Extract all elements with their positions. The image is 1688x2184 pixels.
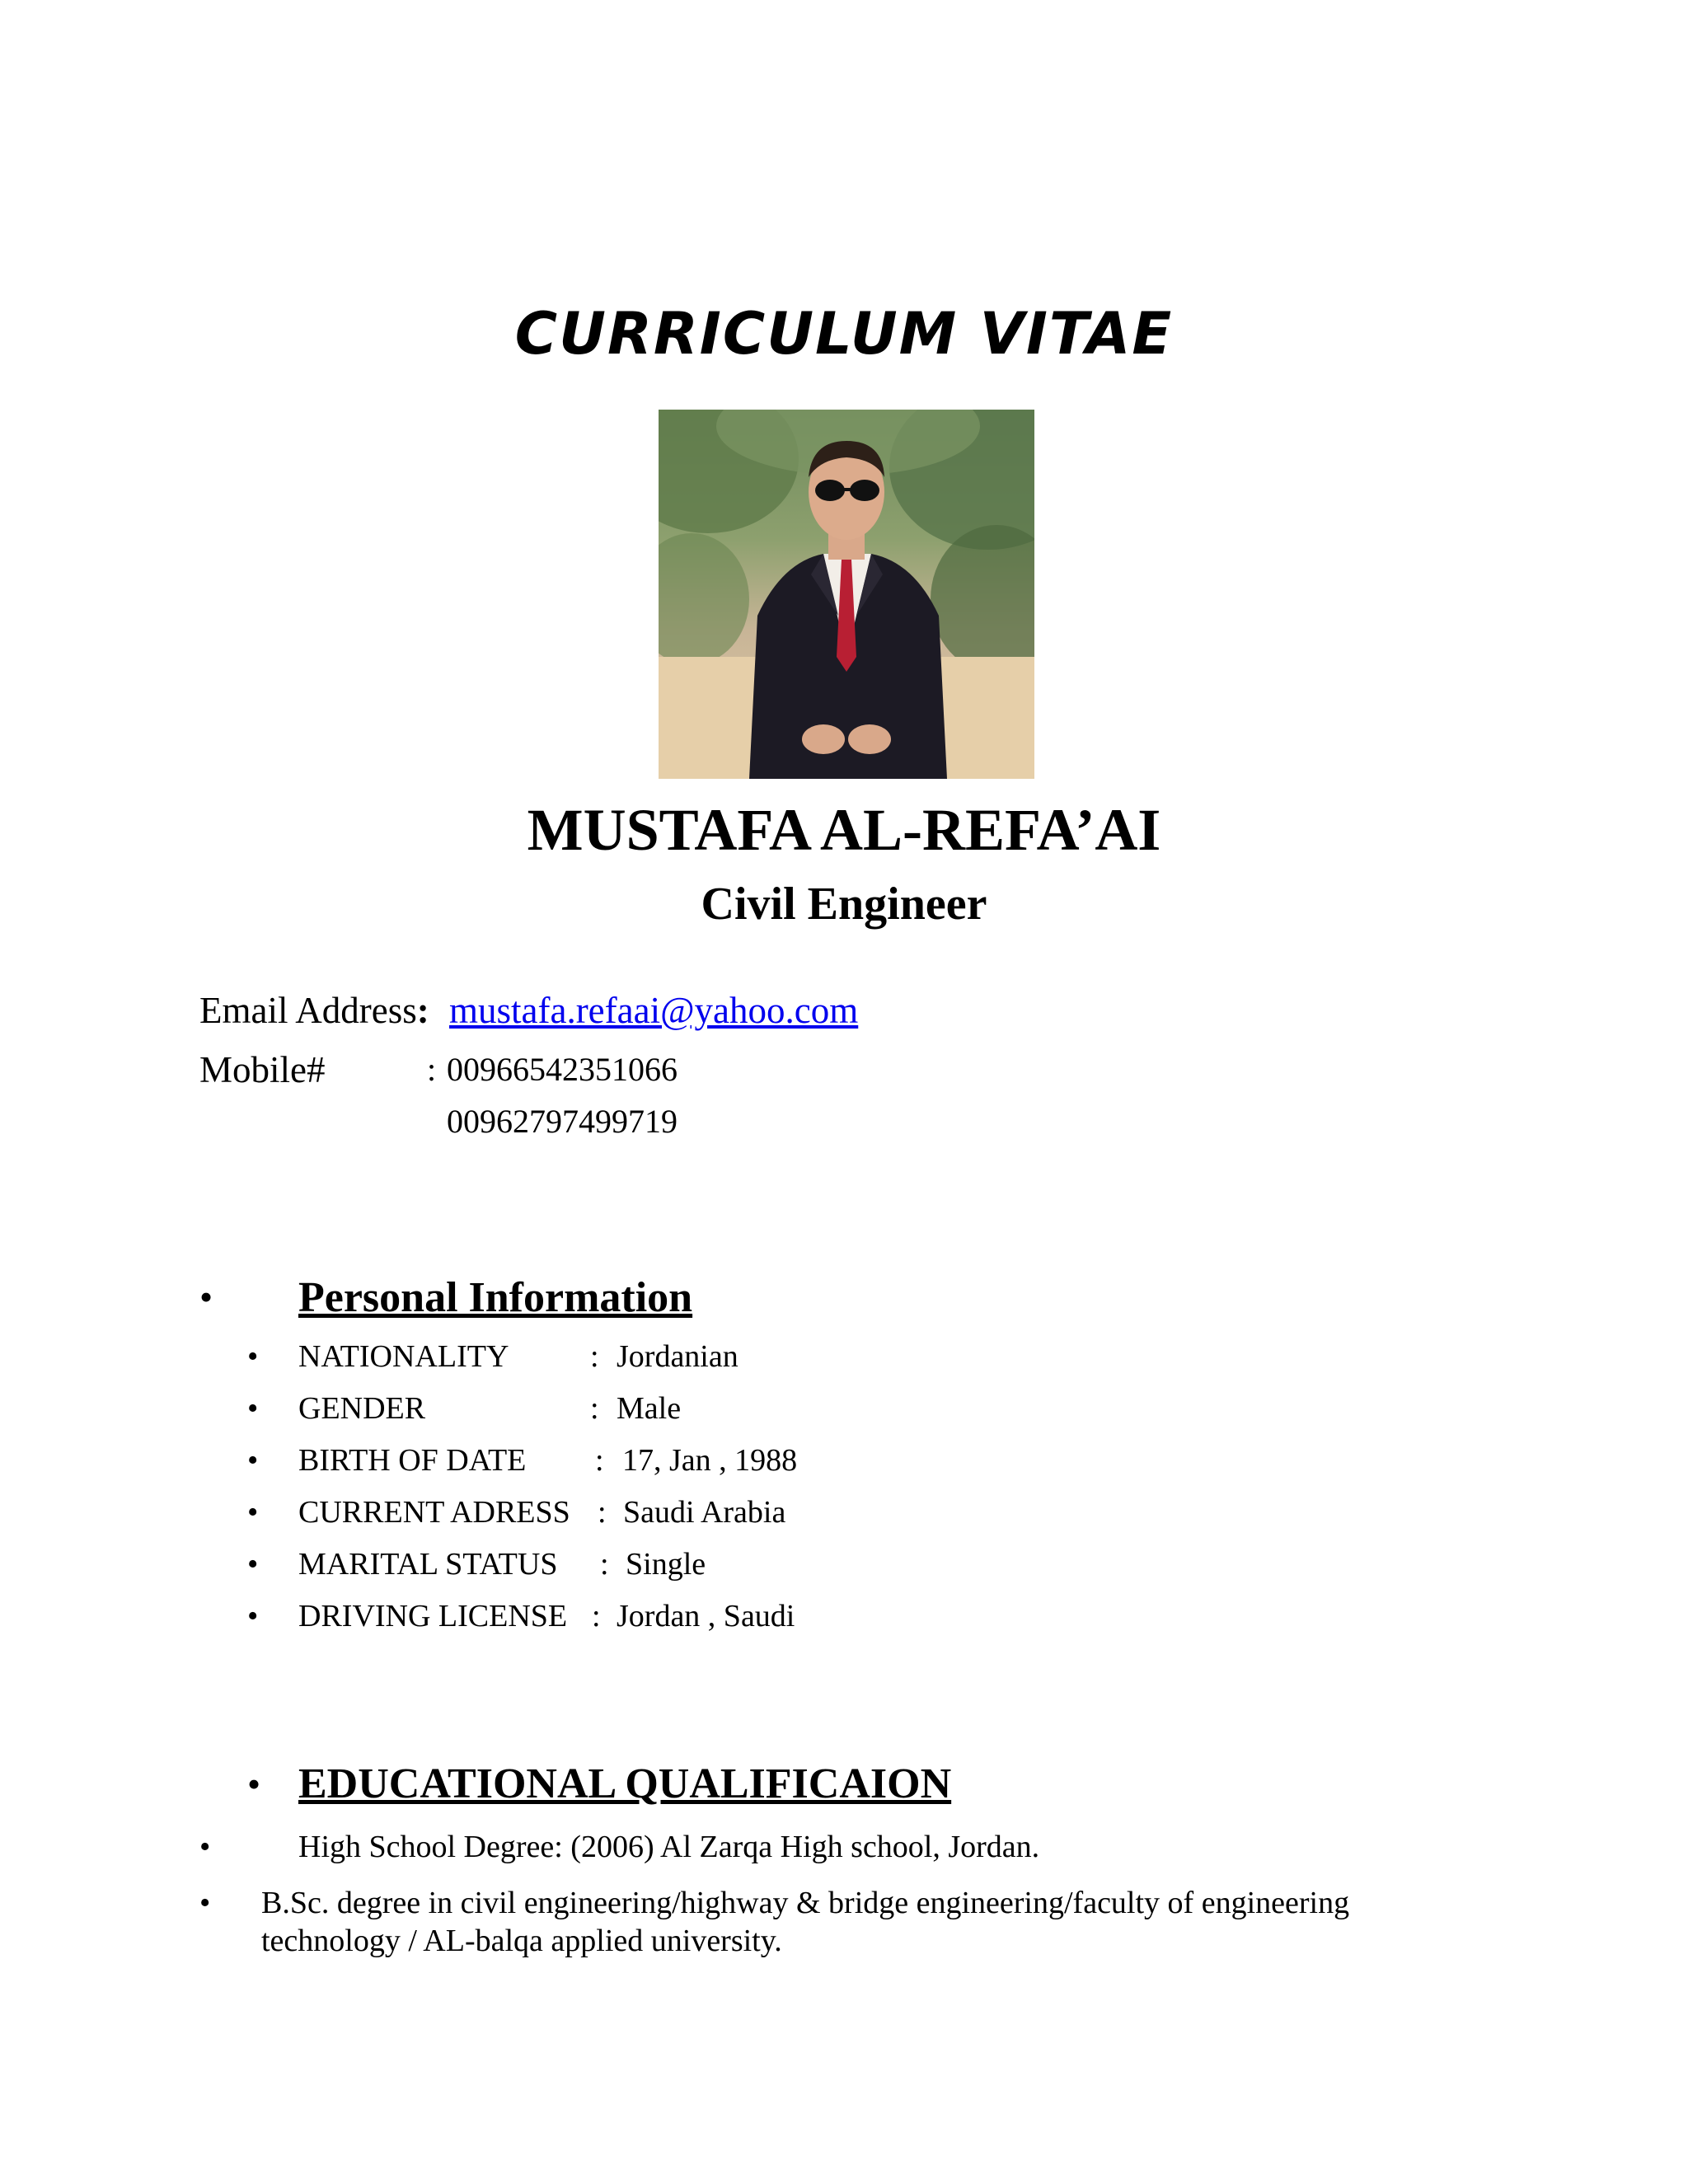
- email-label-text: Email Address: [199, 990, 417, 1031]
- info-label: CURRENT ADRESS: [298, 1495, 570, 1530]
- profile-photo: [659, 410, 1034, 779]
- info-row-gender: [0, 1385, 1688, 1432]
- info-value: Saudi Arabia: [623, 1495, 786, 1530]
- list-bullet: •: [247, 1599, 259, 1633]
- email-label: [199, 987, 429, 1033]
- info-value: Single: [626, 1547, 706, 1582]
- info-value: 17, Jan , 1988: [622, 1443, 798, 1478]
- info-label: DRIVING LICENSE: [298, 1599, 568, 1633]
- list-bullet: •: [199, 1886, 211, 1920]
- section-bullet: •: [247, 1763, 261, 1805]
- section-bullet: •: [199, 1276, 213, 1318]
- mobile-number-2: 00962797499719: [447, 1103, 678, 1140]
- info-separator: :: [592, 1599, 601, 1633]
- info-row-birth-date: [0, 1437, 1688, 1483]
- info-row-nationality: [0, 1333, 1688, 1380]
- list-bullet: •: [247, 1443, 259, 1478]
- info-separator: :: [590, 1339, 599, 1374]
- info-row-current-address: [0, 1489, 1688, 1535]
- info-label: MARITAL STATUS: [298, 1547, 558, 1582]
- info-value: Jordanian: [617, 1339, 738, 1374]
- education-item-high-school: High School Degree: (2006) Al Zarqa High school, Jordan.: [298, 1830, 1040, 1864]
- list-bullet: •: [199, 1830, 211, 1864]
- email-link[interactable]: mustafa.refaai@yahoo.com: [449, 990, 859, 1031]
- info-separator: :: [600, 1547, 609, 1582]
- education-item-bsc-line-2: technology / AL-balqa applied university.: [261, 1924, 782, 1958]
- document-title: CURRICULUM VITAE: [514, 300, 1174, 368]
- job-title: Civil Engineer: [701, 879, 987, 930]
- info-value: Male: [617, 1391, 682, 1426]
- info-separator: :: [595, 1443, 604, 1478]
- mobile-number-1: 00966542351066: [447, 1051, 678, 1088]
- list-bullet: •: [247, 1547, 259, 1582]
- person-name: MUSTAFA AL-REFA’AI: [527, 797, 1161, 863]
- list-bullet: •: [247, 1391, 259, 1426]
- list-bullet: •: [247, 1339, 259, 1374]
- info-row-driving-license: [0, 1593, 1688, 1639]
- info-row-marital-status: [0, 1541, 1688, 1587]
- education-heading: EDUCATIONAL QUALIFICAION: [298, 1760, 952, 1807]
- info-label: BIRTH OF DATE: [298, 1443, 527, 1478]
- info-separator: :: [590, 1391, 599, 1426]
- education-item-bsc-line-1: B.Sc. degree in civil engineering/highway & bridge engineering/faculty of engineering: [261, 1886, 1350, 1920]
- info-separator: :: [598, 1495, 607, 1530]
- personal-info-heading: Personal Information: [298, 1274, 693, 1321]
- list-bullet: •: [247, 1495, 259, 1530]
- info-label: NATIONALITY: [298, 1339, 509, 1374]
- mobile-label: Mobile#: [199, 1049, 326, 1090]
- email-separator: :: [416, 990, 429, 1031]
- info-label: GENDER: [298, 1391, 426, 1426]
- info-value: Jordan , Saudi: [617, 1599, 795, 1633]
- mobile-separator: :: [427, 1051, 437, 1088]
